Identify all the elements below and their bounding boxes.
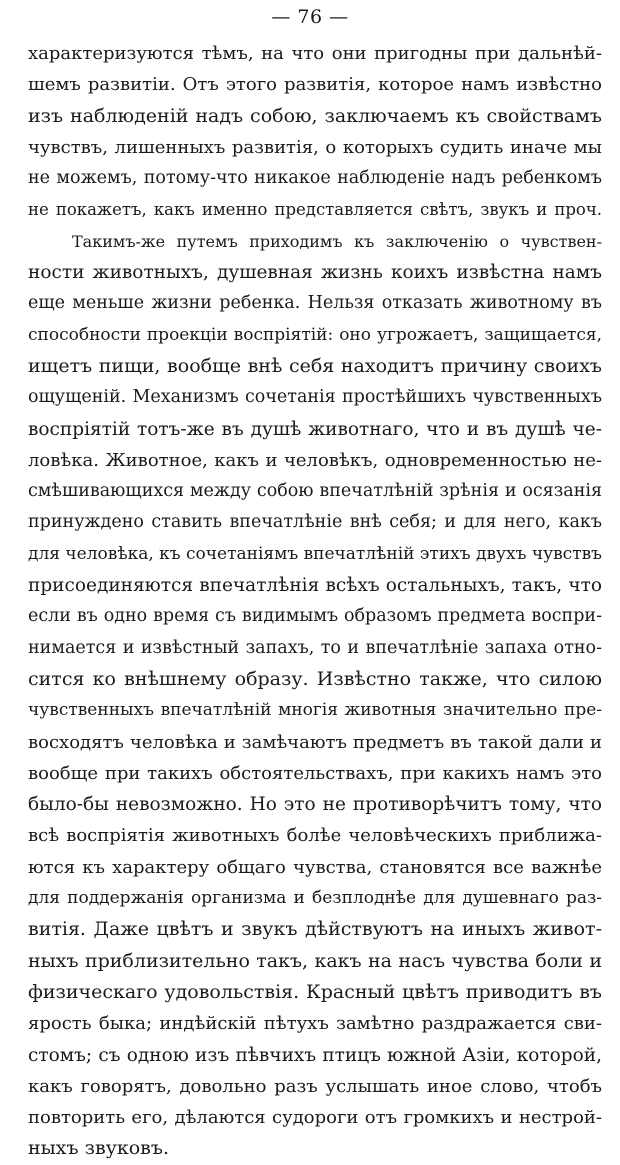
text-line: смѣшивающихся между собою впечатлѣній зрѣнія и осязанія: [28, 481, 602, 502]
text-line: всѣ воспріятія животныхъ болѣе человѣческихъ приближа-: [28, 825, 602, 847]
text-line: присоединяются впечатлѣнія всѣхъ остальныхъ, такъ, что: [28, 575, 602, 597]
body-text: [28, 38, 602, 1165]
text-line: нимается и извѣстный запахъ, то и впечатлѣніе запаха отно-: [28, 637, 602, 658]
text-line: стомъ; съ одною изъ пѣвчихъ птицъ южной Азіи, которой,: [28, 1044, 602, 1066]
paragraph-1: [28, 38, 602, 226]
text-line: изъ наблюденій надъ собою, заключаемъ къ свойствамъ: [28, 104, 602, 127]
paragraph-2: [28, 226, 602, 1165]
text-line: витія. Даже цвѣтъ и звукъ дѣйствуютъ на иныхъ живот-: [28, 918, 602, 941]
text-line: Такимъ-же путемъ приходимъ къ заключенію о чувствен-: [72, 231, 602, 251]
text-line: восходятъ человѣка и замѣчаютъ предметъ въ такой дали и: [28, 731, 602, 753]
text-line: ныхъ звуковъ.: [28, 1137, 170, 1160]
text-line: вообще при такихъ обстоятельствахъ, при какихъ намъ это: [28, 762, 602, 784]
text-line: чувствъ, лишенныхъ развитія, о которыхъ судить иначе мы: [28, 136, 602, 158]
text-line: если въ одно время съ видимымъ образомъ предмета воспри-: [28, 606, 602, 627]
text-line: ловѣка. Животное, какъ и человѣкъ, одновременностью не-: [28, 449, 602, 471]
text-line: сится ко внѣшнему образу. Извѣстно также, что силою: [28, 667, 602, 690]
text-line: для поддержанія организма и безплоднѣе для душевнаго раз-: [28, 888, 602, 909]
text-line: еще меньше жизни ребенка. Нельзя отказать животному въ: [28, 293, 602, 314]
text-line: чувственныхъ впечатлѣній многія животныя значительно пре-: [28, 700, 602, 721]
text-line: какъ говорятъ, довольно разъ услышать иное слово, чтобъ: [28, 1075, 602, 1097]
text-line: не покажетъ, какъ именно представляется свѣтъ, звукъ и проч.: [28, 200, 602, 220]
text-line: шемъ развитіи. Отъ этого развитія, которое намъ извѣстно: [28, 74, 602, 96]
text-line: характеризуются тѣмъ, на что они пригодны при дальнѣй-: [28, 43, 602, 64]
text-line: ищетъ пищи, вообще внѣ себя находитъ причину своихъ: [28, 354, 602, 377]
text-line: ныхъ приблизительно такъ, какъ на насъ чувства боли и: [28, 949, 602, 972]
text-line: способности проекціи воспріятій: оно угрожаетъ, защищается,: [28, 324, 602, 345]
text-line: воспріятій тотъ-же въ душѣ животнаго, что и въ душѣ че-: [28, 418, 602, 440]
text-line: ярость быка; индѣйскій пѣтухъ замѣтно раздражается сви-: [28, 1013, 602, 1035]
text-line: принуждено ставить впечатлѣніе внѣ себя; и для него, какъ: [28, 512, 602, 533]
text-line: для человѣка, къ сочетаніямъ впечатлѣній этихъ двухъ чувствъ: [28, 543, 602, 564]
text-line: физическаго удовольствія. Красный цвѣтъ приводитъ въ: [28, 980, 602, 1003]
text-line: ности животныхъ, душевная жизнь коихъ извѣстна намъ: [28, 262, 602, 284]
text-line: не можемъ, потому-что никакое наблюденіе надъ ребенкомъ: [28, 168, 602, 189]
page-number-header: — 76 —: [271, 6, 349, 28]
text-line: было-бы невозможно. Но это не противорѣчитъ тому, что: [28, 794, 602, 816]
text-line: ются къ характеру общаго чувства, становятся все важнѣе: [28, 856, 602, 878]
text-line: повторить его, дѣлаются судороги отъ громкихъ и нестрой-: [28, 1107, 602, 1129]
text-line: ощущеній. Механизмъ сочетанія простѣйшихъ чувственныхъ: [28, 387, 602, 408]
